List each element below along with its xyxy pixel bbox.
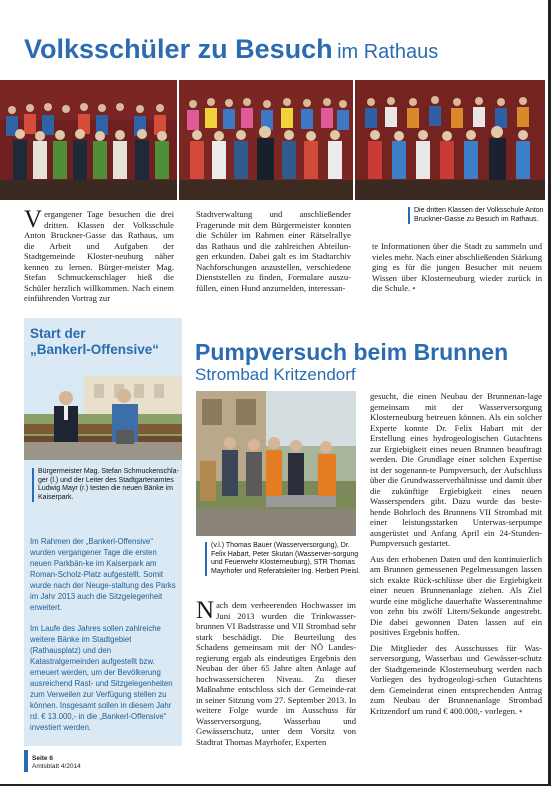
- footer-issue: Amtsblatt 4/2014: [32, 763, 81, 770]
- class-photo-1: [0, 80, 177, 200]
- article2-dropcap: N: [196, 597, 215, 624]
- article1-col3-text: te Informationen über die Stadt zu sammeln und vieles mehr. Nach einer abschließenden Stärkung ging es für die jungen Besucher mit neuem Wissen über Klosterneuburg wieder zurück in die Schule.: [372, 241, 542, 293]
- bench-photo: [24, 368, 182, 460]
- article1-col2-text: Stadtverwaltung und anschließender Fragerunde mit dem Bürgermeister konnten die Schüler im Rahmen einer Rätselrallye das Rathaus und die zahlreichen Abteilun-gen erkunden. Dabei galt es im Stadtarchiv Nachforschungen anzustellen, verschiedene Dienststellen zu finden, Formulare auszu-füllen, einen Hund anzumelden, interessan-: [196, 209, 351, 293]
- footer-accent-bar: [24, 750, 28, 772]
- article1-column-2: [196, 209, 351, 293]
- article2-paragraph-3: Die Mitglieder des Ausschusses für Was-serversorgung, Wasserbau und Gewässer-schutz der Stadtgemeinde Klosterneuburg werden nach Vorliegen des hydrogeologi-schen Gutachtens dem Gemeinderat einen entsprechenden Antrag zum Neubau der Brunnenanlage Strombad Kritzendorf um rund € 400.000,- vorlegen.: [370, 642, 542, 716]
- article1-title: Volksschüler zu Besuch: [24, 34, 333, 64]
- sidebar-paragraph-2: Im Laufe des Jahres sollen zahlreiche weitere Bänke im Stadtgebiet (Rathausplatz) und den Katastralgemeinden aufgestellt bzw. erneuert werden, um der Bevölkerung ausreichend Rast- und Sitzgelegenheiten zum Verweilen zur Verfügung stellen zu können. Insgesamt sollen in diesem Jahr rd. € 13.000,- in die „Bankerl-Offensive“ investiert werden.: [30, 624, 173, 732]
- sidebar-photo-caption: [32, 468, 184, 502]
- sidebar-body: [30, 536, 178, 743]
- article1-subtitle: im Rathaus: [337, 41, 439, 63]
- article1-col1-text: ergangener Tage besuchen die drei dritten. Klassen der Volksschule Anton Bruckner-Gasse das Rathaus, um die Arbeit und Aufgaben der Stadtgemeinde Kloster-neuburg näher kennen zu lernen. Bürger-meister Mag. Stefan Schmuckenschlager hieß die Schüler herzlich willkommen. Nach einem einführenden Vortrag zur: [24, 209, 174, 303]
- article1-headline: [24, 34, 438, 65]
- article2-subtitle: Strombad Kritzendorf: [195, 365, 356, 384]
- footer-page-number: Seite 6: [32, 755, 53, 762]
- class-photo-2: [179, 80, 353, 200]
- pump-photo: [196, 391, 356, 536]
- article2-column-1: [196, 597, 356, 747]
- sidebar-box: [24, 318, 182, 746]
- article1-column-1: [24, 206, 174, 303]
- article1-caption-text: Die dritten Klassen der Volksschule Anton Bruckner-Gasse zu Besuch im Rathaus.: [414, 207, 544, 223]
- sidebar-title-line-2: „Bankerl-Offensive“: [30, 342, 160, 357]
- sidebar-caption-text: Bürgermeister Mag. Stefan Schmuckenschla-ger (l.) und der Leiter des Stadtgartenamtes Ludwig Mayr (r.) testen die neuen Bänke im Kaiserpark.: [38, 468, 179, 501]
- class-photo-3: [355, 80, 545, 200]
- article2-column-2: [370, 391, 542, 741]
- sidebar-paragraph-1: Im Rahmen der „Bankerl-Offensive“ wurden vergangener Tage die ersten neuen Parkbän-ke im Kaiserpark am Roman-Scholz-Platz aufgestellt. Somit wurde nach der Neuge-staltung des Parks im Jahr 2013 auch die Sitzgelegenheit erweitert.: [30, 537, 176, 612]
- article2-photo-caption: [205, 542, 361, 576]
- article2-paragraph-1: gesucht, die einen Neubau der Brunnenan-lage gemeinsam mit der Wasserversorgung Klosterneuburg betreuen können. Als ein solcher Experte konnte Dr. Felix Habart mit der Erstellung eines hydrogeologischen Gutachtens zur Ergiebigkeit eines neuen Brunnen beauftragt werden. Die Grundlage einer solchen Expertise ist der sogenann-te Pumpversuch, der Aufschluss über die Grundwasserverhältnisse und damit über die zukünftige Ergiebigkeit eines neuen Wasserspenders gibt. Dazu wurde das beste-hende Bohrloch des Brunnens VII Strombad mit einer leistungsstarken Unterwas-serpumpe ausgerüstet und Anfang April ein 24-Stunden-Pumpversuch gestartet.: [370, 391, 542, 548]
- article2-end-mark: •: [519, 705, 523, 716]
- article2-caption-text: (v.l.) Thomas Bauer (Wasserversorgung), Dr. Felix Habart, Peter Skutan (Wasserver-sorgung und Feuerwehr Klosterneuburg), STR Thomas Mayrhofer und Referatsleiter Ing. Herbert Preisl.: [211, 542, 361, 575]
- article1-dropcap: V: [24, 206, 43, 233]
- article1-photo-caption: [408, 207, 549, 224]
- sidebar-title: [30, 326, 159, 358]
- sidebar-title-line-1: Start der: [30, 326, 86, 341]
- article1-end-mark: •: [412, 283, 416, 293]
- article2-paragraph-2: Aus den erhobenen Daten und den kontinuierlich am Brunnen gemessenen Pegelmessungen lassen sich exakte Rück-schlüsse über die Ergiebigkeit einer neuen Brunnenanlage ziehen. Als Ziel wurde eine mögliche dauerhafte Wasserentnahme von zehn bis zwölf Litern/Sekunde angestrebt. Die dabei gewonnen Daten lassen auf ein positives Ergebnis hoffen.: [370, 553, 542, 637]
- article1-column-3: [372, 241, 542, 293]
- article2-col1-text: ach dem verheerenden Hochwasser im Juni 2013 wurden die Trinkwasser-brunnen VI Badstrasse und VII Strombad sehr stark beschädigt. Die Beurteilung des Schadens gemeinsam mit der NÖ Landes-regierung ergab als eindeutiges Ergebnis den Neubau der über 65 Jahre alten Anlage auf hochwassersicheren Niveau. Zu dieser Maßnahme entschloss sich der Gemeinde-rat in seiner Sitzung vom 27. September 2013. In weitere Folge wurde im Ausschuss für Wasserversorgung, Wasserbau und Gewässerschutz, unter dem Vorsitz von Stadtrat Thomas Mayrhofer, Experten: [196, 600, 356, 747]
- article2-title: Pumpversuch beim Brunnen: [195, 339, 509, 365]
